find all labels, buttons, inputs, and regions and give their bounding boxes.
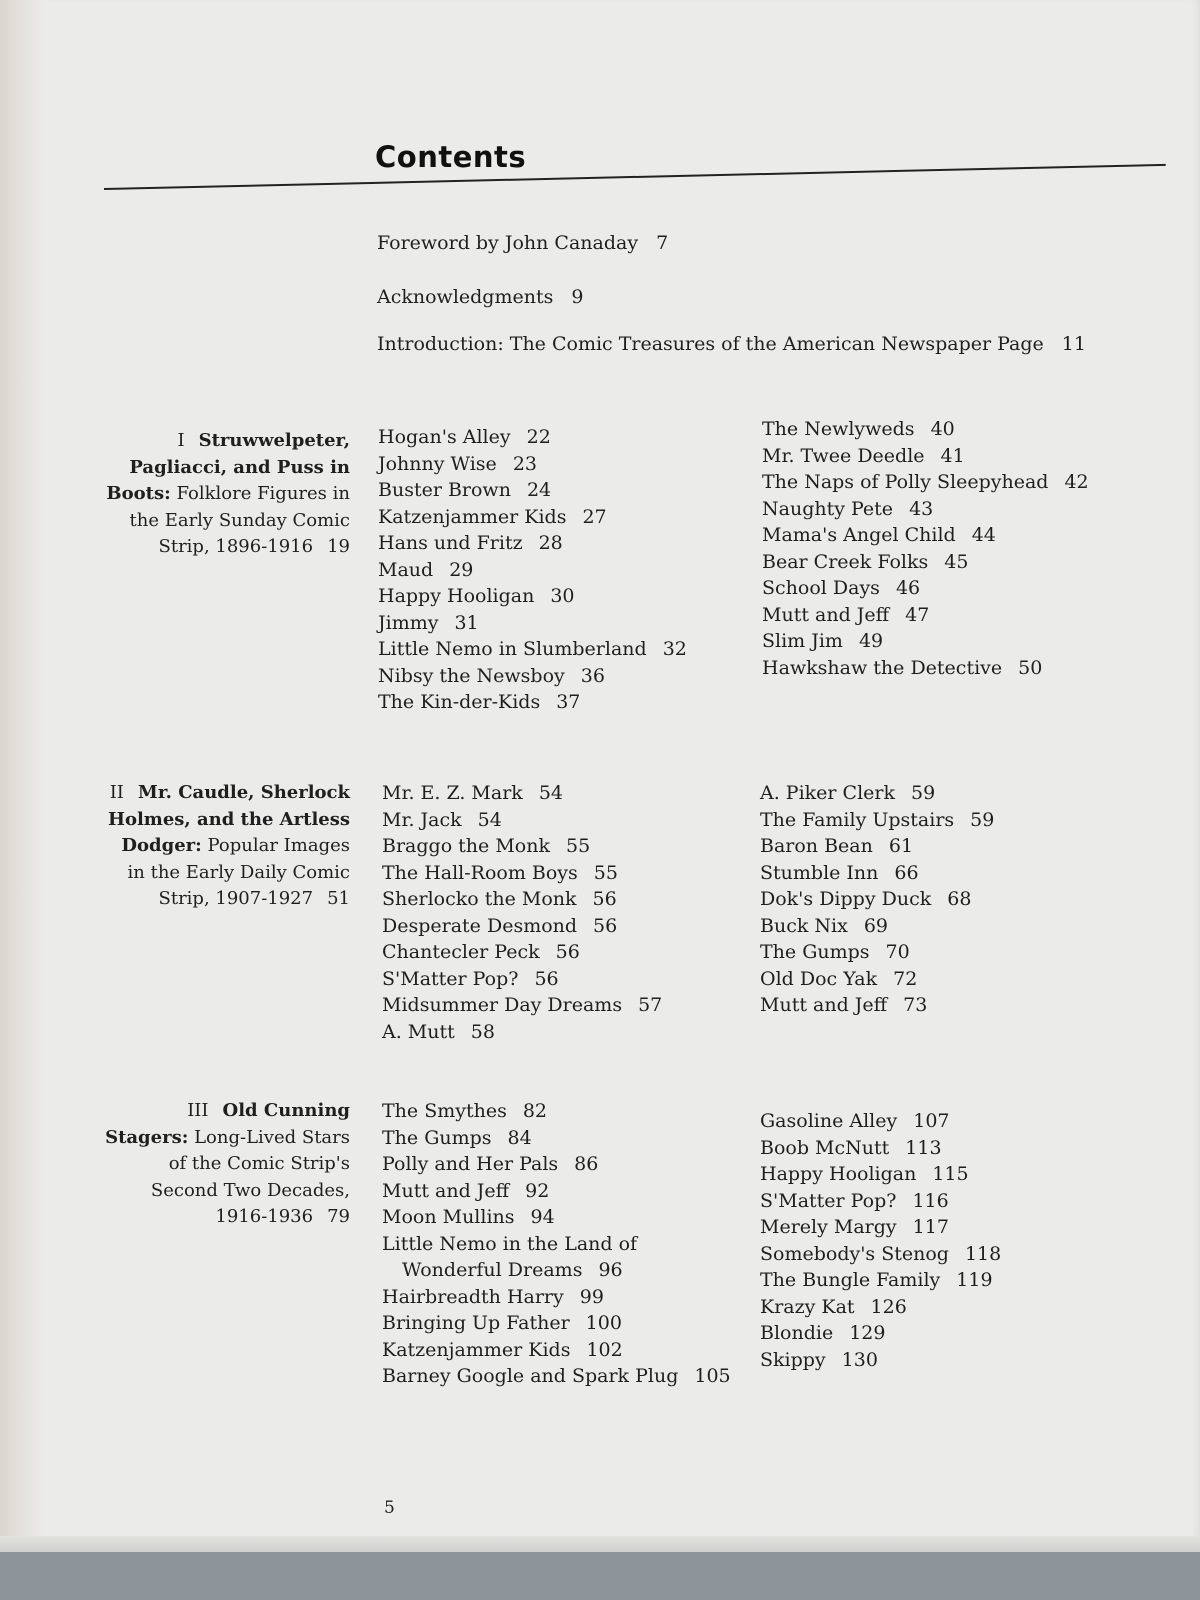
entry-label: Introduction: The Comic Treasures of the American Newspaper Page bbox=[377, 333, 1044, 355]
list-item bbox=[762, 443, 1089, 470]
entry-page: 31 bbox=[454, 611, 479, 634]
entry-page: 116 bbox=[912, 1189, 949, 1212]
front-matter-entry bbox=[377, 333, 1086, 355]
list-item bbox=[382, 1019, 662, 1046]
entry-page: 27 bbox=[582, 505, 607, 528]
section-3-column-1 bbox=[382, 1098, 731, 1390]
list-item bbox=[762, 522, 1089, 549]
entry-page: 130 bbox=[841, 1348, 878, 1371]
entry-label: Maud bbox=[378, 558, 434, 581]
list-item bbox=[760, 1214, 1001, 1241]
list-item bbox=[378, 451, 687, 478]
entry-label: The Smythes bbox=[382, 1100, 507, 1122]
entry-page: 46 bbox=[895, 577, 921, 599]
entry-page: 30 bbox=[550, 585, 575, 607]
list-item bbox=[382, 1310, 731, 1337]
list-item bbox=[382, 860, 662, 887]
list-item bbox=[760, 913, 994, 940]
entry-label: Stumble Inn bbox=[760, 861, 879, 884]
entry-page: 56 bbox=[534, 967, 559, 990]
entry-label: Desperate Desmond bbox=[382, 914, 578, 937]
list-item bbox=[760, 1108, 1001, 1135]
entry-label: Foreword by John Canaday bbox=[377, 232, 639, 254]
list-item bbox=[382, 833, 662, 860]
entry-page: 55 bbox=[565, 835, 591, 857]
entry-page: 118 bbox=[964, 1242, 1002, 1265]
entry-page: 54 bbox=[538, 782, 563, 804]
list-item bbox=[762, 549, 1089, 576]
entry-page: 107 bbox=[913, 1110, 950, 1132]
entry-label: Mutt and Jeff bbox=[382, 1179, 510, 1202]
entry-page: 45 bbox=[944, 550, 969, 573]
section-number: III bbox=[187, 1100, 209, 1121]
entry-page: 28 bbox=[538, 532, 563, 554]
list-item bbox=[378, 504, 687, 531]
list-item bbox=[760, 1135, 1001, 1162]
entry-label: The Family Upstairs bbox=[760, 808, 955, 831]
entry-label: Polly and Her Pals bbox=[382, 1153, 559, 1175]
entry-page: 70 bbox=[885, 941, 910, 963]
entry-label: Boob McNutt bbox=[760, 1136, 890, 1159]
entry-label-continuation: Wonderful Dreams bbox=[402, 1259, 583, 1281]
entry-label: Acknowledgments bbox=[377, 286, 554, 308]
entry-label: Mutt and Jeff bbox=[762, 603, 890, 626]
entry-page: 68 bbox=[947, 888, 972, 910]
list-item bbox=[760, 1320, 1001, 1347]
entry-label: The Kin-der-Kids bbox=[378, 691, 541, 713]
section-page: 19 bbox=[327, 536, 350, 557]
entry-label: The Gumps bbox=[382, 1126, 492, 1149]
entry-page: 66 bbox=[894, 861, 919, 884]
book-spine-shadow bbox=[0, 0, 44, 1552]
list-item bbox=[382, 1204, 731, 1231]
entry-label: Slim Jim bbox=[762, 630, 843, 652]
entry-page: 23 bbox=[512, 452, 537, 475]
entry-page: 94 bbox=[530, 1206, 555, 1228]
entry-page: 56 bbox=[593, 914, 618, 937]
list-item bbox=[378, 689, 687, 716]
entry-page: 61 bbox=[888, 835, 914, 857]
entry-page: 115 bbox=[932, 1163, 969, 1185]
list-item bbox=[378, 477, 687, 504]
list-item bbox=[378, 636, 687, 663]
entry-label: Chantecler Peck bbox=[382, 941, 540, 963]
list-item bbox=[382, 1231, 731, 1258]
entry-page: 72 bbox=[893, 967, 918, 990]
entry-label: S'Matter Pop? bbox=[382, 967, 519, 990]
list-item bbox=[760, 992, 994, 1019]
list-item bbox=[382, 992, 662, 1019]
list-item bbox=[378, 583, 687, 610]
list-item bbox=[762, 496, 1089, 523]
entry-page: 59 bbox=[970, 808, 995, 831]
entry-page: 22 bbox=[526, 426, 551, 448]
entry-page: 92 bbox=[525, 1179, 550, 1202]
list-item bbox=[760, 1241, 1001, 1268]
entry-page: 36 bbox=[580, 664, 605, 687]
entry-label: Barney Google and Spark Plug bbox=[382, 1365, 679, 1387]
entry-label: Buck Nix bbox=[760, 914, 848, 937]
section-3-column-2 bbox=[760, 1108, 1001, 1373]
entry-page: 56 bbox=[592, 888, 617, 910]
entry-label: Happy Hooligan bbox=[760, 1163, 917, 1185]
entry-label: The Gumps bbox=[760, 941, 870, 963]
entry-label: The Newlyweds bbox=[762, 418, 915, 440]
list-item bbox=[760, 1188, 1001, 1215]
entry-page: 37 bbox=[556, 691, 581, 713]
entry-page: 117 bbox=[912, 1216, 949, 1238]
entry-label: Hairbreadth Harry bbox=[382, 1285, 564, 1308]
section-heading bbox=[100, 1098, 350, 1231]
section-heading bbox=[100, 780, 350, 913]
entry-page: 44 bbox=[971, 524, 996, 546]
entry-page: 126 bbox=[870, 1295, 907, 1318]
list-item bbox=[382, 1125, 731, 1152]
entry-label: S'Matter Pop? bbox=[760, 1189, 897, 1212]
entry-label: Gasoline Alley bbox=[760, 1110, 898, 1132]
list-item bbox=[760, 833, 994, 860]
list-item bbox=[762, 655, 1089, 682]
list-item bbox=[382, 1257, 731, 1284]
entry-label: Dok's Dippy Duck bbox=[760, 888, 932, 910]
section-bold-title: Mr. Caudle, Sherlock Holmes, and the Artless Dodger: bbox=[107, 782, 350, 856]
entry-label: Bringing Up Father bbox=[382, 1312, 570, 1334]
entry-label: A. Mutt bbox=[382, 1020, 455, 1043]
entry-label: Krazy Kat bbox=[760, 1295, 855, 1318]
entry-page: 40 bbox=[930, 418, 955, 440]
entry-label: Hans und Fritz bbox=[378, 532, 523, 554]
entry-label: Braggo the Monk bbox=[382, 835, 550, 857]
list-item bbox=[760, 860, 994, 887]
section-heading bbox=[100, 428, 350, 561]
entry-page: 69 bbox=[863, 914, 888, 937]
list-item bbox=[382, 886, 662, 913]
entry-page: 82 bbox=[522, 1100, 548, 1122]
entry-page: 84 bbox=[507, 1126, 532, 1149]
entry-page: 29 bbox=[449, 558, 474, 581]
entry-page: 129 bbox=[849, 1322, 886, 1344]
list-item bbox=[382, 1337, 731, 1364]
list-item bbox=[382, 939, 662, 966]
entry-label: Skippy bbox=[760, 1348, 826, 1371]
entry-label: Happy Hooligan bbox=[378, 585, 535, 607]
entry-label: Mama's Angel Child bbox=[762, 524, 956, 546]
entry-page: 100 bbox=[585, 1312, 622, 1334]
entry-label: Mr. Twee Deedle bbox=[762, 444, 925, 467]
entry-label: Katzenjammer Kids bbox=[382, 1338, 571, 1361]
entry-label: Blondie bbox=[760, 1322, 834, 1344]
list-item bbox=[762, 628, 1089, 655]
entry-page: 43 bbox=[909, 497, 934, 520]
entry-label: The Hall-Room Boys bbox=[382, 861, 578, 884]
front-matter-entry bbox=[377, 286, 583, 308]
list-item bbox=[378, 663, 687, 690]
entry-page: 119 bbox=[956, 1269, 993, 1291]
entry-page: 42 bbox=[1064, 471, 1089, 493]
list-item bbox=[382, 1363, 731, 1390]
entry-label: Mutt and Jeff bbox=[760, 994, 888, 1016]
list-item bbox=[760, 780, 994, 807]
entry-label: Hawkshaw the Detective bbox=[762, 656, 1003, 679]
section-page: 79 bbox=[327, 1206, 350, 1227]
list-item bbox=[378, 530, 687, 557]
entry-label: Bear Creek Folks bbox=[762, 550, 929, 573]
entry-page: 24 bbox=[526, 479, 552, 501]
entry-page: 47 bbox=[905, 603, 930, 626]
page-bottom-edge bbox=[0, 1536, 1200, 1552]
entry-label: Katzenjammer Kids bbox=[378, 505, 567, 528]
section-number: II bbox=[109, 782, 124, 803]
section-1-column-1 bbox=[378, 424, 687, 716]
title-rule bbox=[104, 164, 1166, 190]
entry-label: Sherlocko the Monk bbox=[382, 888, 577, 910]
entry-label: Midsummer Day Dreams bbox=[382, 994, 623, 1016]
list-item bbox=[762, 416, 1089, 443]
entry-label: School Days bbox=[762, 577, 880, 599]
entry-page: 113 bbox=[905, 1136, 942, 1159]
entry-page: 73 bbox=[903, 994, 928, 1016]
list-item bbox=[760, 1161, 1001, 1188]
entry-page: 105 bbox=[694, 1365, 731, 1387]
section-number: I bbox=[177, 430, 185, 451]
front-matter-entry bbox=[377, 232, 668, 254]
list-item bbox=[762, 469, 1089, 496]
entry-label: Little Nemo in the Land of bbox=[382, 1232, 638, 1255]
entry-page: 11 bbox=[1061, 333, 1086, 355]
entry-page: 102 bbox=[586, 1338, 623, 1361]
list-item bbox=[760, 966, 994, 993]
entry-label: Little Nemo in Slumberland bbox=[378, 638, 647, 660]
entry-label: Old Doc Yak bbox=[760, 967, 878, 990]
entry-label: Naughty Pete bbox=[762, 497, 894, 520]
entry-page: 99 bbox=[579, 1285, 604, 1308]
entry-label: Hogan's Alley bbox=[378, 426, 511, 448]
entry-label: The Naps of Polly Sleepyhead bbox=[762, 471, 1049, 493]
list-item bbox=[378, 610, 687, 637]
page-title: Contents bbox=[375, 140, 527, 174]
entry-label: Baron Bean bbox=[760, 835, 873, 857]
entry-label: The Bungle Family bbox=[760, 1269, 941, 1291]
list-item bbox=[762, 575, 1089, 602]
list-item bbox=[760, 939, 994, 966]
list-item bbox=[382, 913, 662, 940]
section-2-column-2 bbox=[760, 780, 994, 1019]
section-page: 51 bbox=[327, 888, 350, 909]
section-2-column-1 bbox=[382, 780, 662, 1045]
list-item bbox=[760, 886, 994, 913]
entry-page: 50 bbox=[1018, 656, 1043, 679]
entry-page: 86 bbox=[574, 1153, 599, 1175]
entry-page: 96 bbox=[598, 1259, 623, 1281]
entry-page: 32 bbox=[662, 638, 687, 660]
list-item bbox=[760, 1294, 1001, 1321]
entry-page: 49 bbox=[858, 630, 884, 652]
list-item bbox=[382, 966, 662, 993]
list-item bbox=[760, 807, 994, 834]
entry-label: Moon Mullins bbox=[382, 1206, 515, 1228]
entry-label: Mr. Jack bbox=[382, 808, 462, 831]
entry-label: Somebody's Stenog bbox=[760, 1242, 949, 1265]
section-bold-title: Struwwelpeter, Pagliacci, and Puss in Boots: bbox=[106, 430, 350, 504]
entry-page: 41 bbox=[940, 444, 965, 467]
entry-page: 58 bbox=[470, 1020, 495, 1043]
list-item bbox=[378, 557, 687, 584]
entry-label: Merely Margy bbox=[760, 1216, 897, 1238]
entry-page: 57 bbox=[638, 994, 663, 1016]
entry-label: Nibsy the Newsboy bbox=[378, 664, 565, 687]
entry-page: 9 bbox=[571, 286, 584, 308]
list-item bbox=[382, 807, 662, 834]
list-item bbox=[378, 424, 687, 451]
list-item bbox=[760, 1267, 1001, 1294]
section-subtitle: Long-Lived Stars of the Comic Strip's Second Two Decades, 1916-1936 bbox=[150, 1126, 350, 1227]
entry-page: 7 bbox=[656, 232, 669, 254]
section-subtitle: Popular Images in the Early Daily Comic Strip, 1907-1927 bbox=[127, 835, 350, 909]
list-item bbox=[382, 1284, 731, 1311]
entry-label: Jimmy bbox=[378, 611, 439, 634]
section-1-column-2 bbox=[762, 416, 1089, 681]
list-item bbox=[760, 1347, 1001, 1374]
entry-label: Buster Brown bbox=[378, 479, 511, 501]
section-subtitle: Folklore Figures in the Early Sunday Comic Strip, 1896-1916 bbox=[129, 483, 350, 557]
list-item bbox=[382, 1178, 731, 1205]
entry-page: 59 bbox=[911, 782, 936, 804]
list-item bbox=[382, 1151, 731, 1178]
list-item bbox=[382, 780, 662, 807]
entry-label: A. Piker Clerk bbox=[760, 782, 895, 804]
list-item bbox=[382, 1098, 731, 1125]
list-item bbox=[762, 602, 1089, 629]
entry-page: 54 bbox=[477, 808, 502, 831]
page-number: 5 bbox=[384, 1498, 395, 1518]
section-bold-title: Old Cunning Stagers: bbox=[105, 1100, 350, 1148]
entry-page: 56 bbox=[555, 941, 580, 963]
entry-page: 55 bbox=[593, 861, 618, 884]
entry-label: Johnny Wise bbox=[378, 452, 497, 475]
entry-label: Mr. E. Z. Mark bbox=[382, 782, 523, 804]
